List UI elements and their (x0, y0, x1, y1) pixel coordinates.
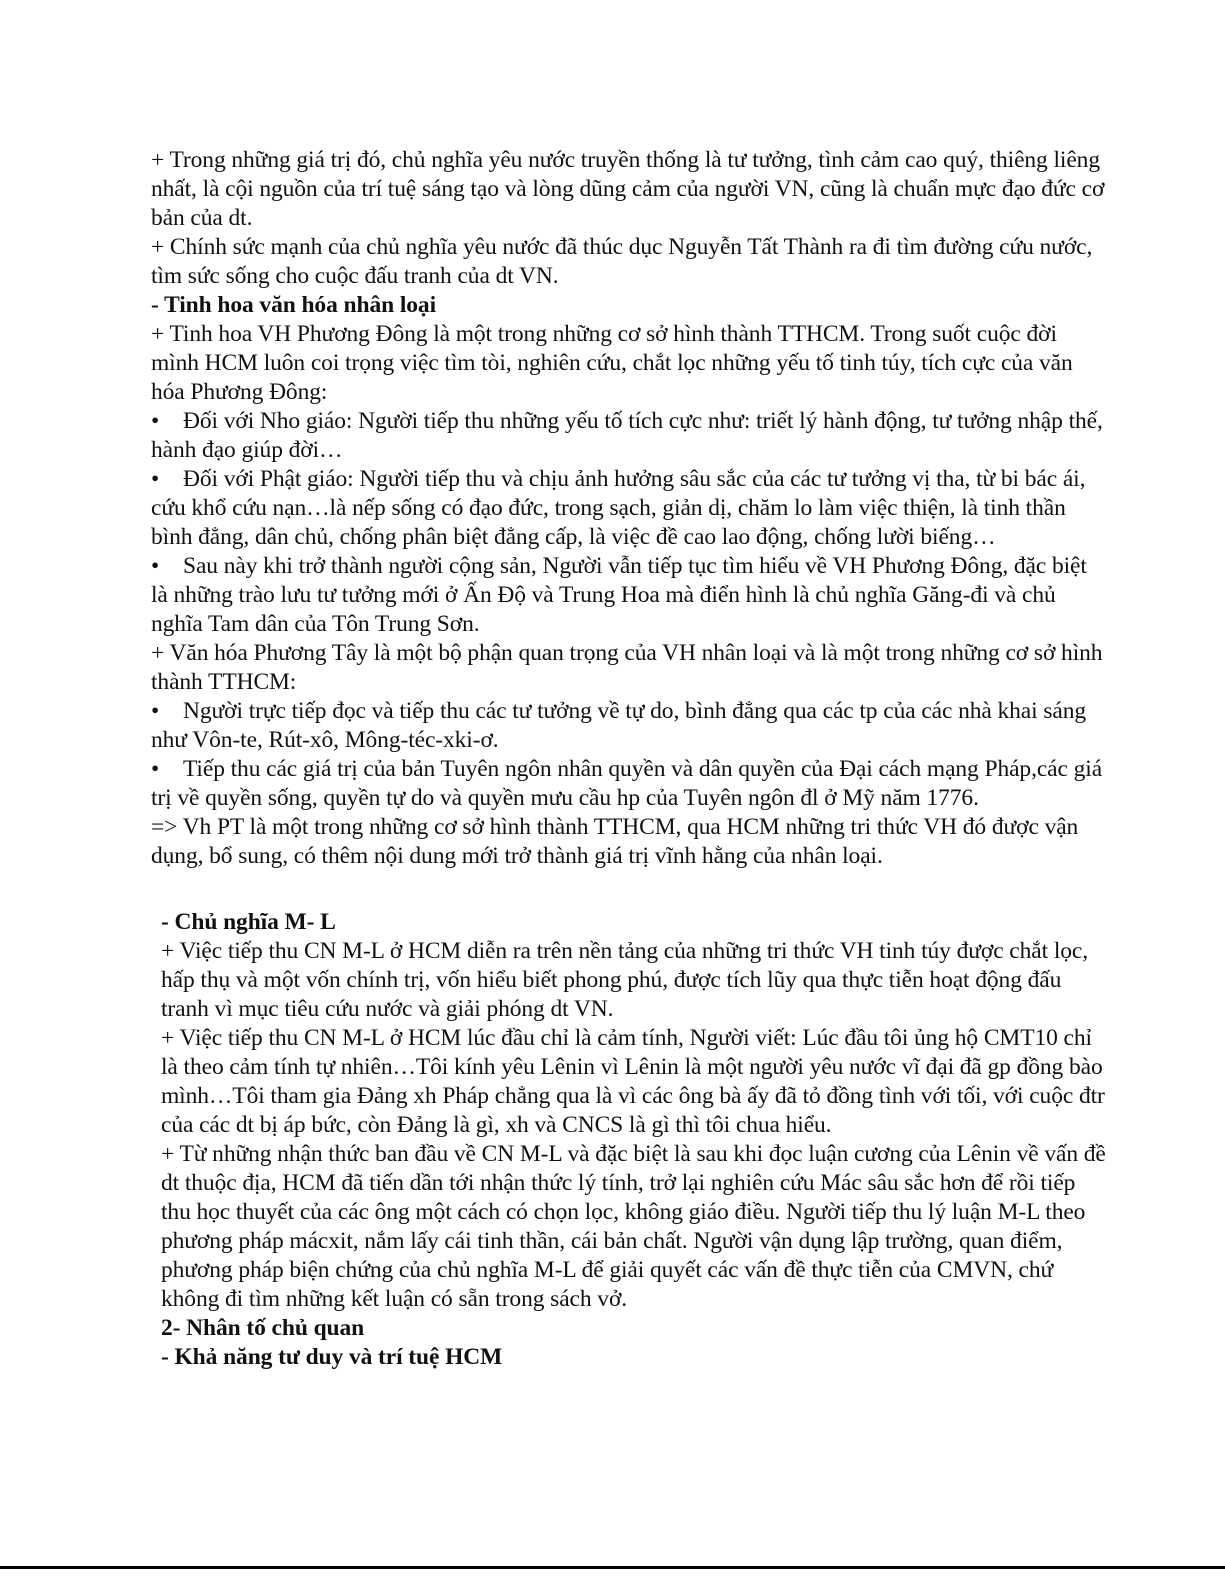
bullet-text: Người trực tiếp đọc và tiếp thu các tư tưởng về tự do, bình đẳng qua các tp của các nhà khai sáng như Vôn-te, Rút-xô, Mông-téc-xki-ơ. (151, 698, 1087, 753)
heading-human-culture: - Tinh hoa văn hóa nhân loại (151, 292, 436, 318)
bullet-enlightenment (151, 697, 1106, 755)
paragraph-patriotism: + Trong những giá trị đó, chủ nghĩa yêu nước truyền thống là tư tưởng, tình cảm cao quý, thiêng liêng nhất, là cội nguồn của trí tuệ sáng tạo và lòng dũng cảm của người VN, cũng là chuẩn mực đạo đức cơ bản của dt. (151, 147, 1105, 231)
bullet-text: Đối với Nho giáo: Người tiếp thu những yếu tố tích cực như: triết lý hành động, tư tưởng nhập thế, hành đạo giúp đời… (151, 408, 1103, 463)
paragraph-ml-initial: + Việc tiếp thu CN M-L ở HCM lúc đầu chỉ là cảm tính, Người viết: Lúc đầu tôi ủng hộ CMT10 chỉ là theo cảm tính tự nhiên…Tôi kính yêu Lênin vì Lênin là một người yêu nước vĩ đại đã gp đồng bào mình…Tôi tham gia Đảng xh Pháp chẳng qua là vì các ông bà ấy đã tỏ đồng tình với tối, với cuộc đtr của các dt bị áp bức, còn Đảng là gì, xh và CNCS là gì thì tôi chua hiểu. (161, 1025, 1105, 1138)
bullet-icon: • (151, 553, 160, 579)
paragraph-western-conclusion: => Vh PT là một trong những cơ sở hình thành TTHCM, qua HCM những tri thức VH đó được vận dụng, bổ sung, có thêm nội dung mới trở thành giá trị vĩnh hằng của nhân loại. (151, 814, 1079, 869)
text-block-upper (151, 146, 1106, 871)
bullet-declarations (151, 755, 1106, 813)
bullet-icon: • (151, 408, 160, 434)
paragraph-ml-foundation: + Việc tiếp thu CN M-L ở HCM diễn ra trên nền tảng của những tri thức VH tinh túy được chắt lọc, hấp thụ và một vốn chính trị, vốn hiểu biết phong phú, được tích lũy qua thực tiễn hoạt động đấu tranh vì mục tiêu cứu nước và giải phóng dt VN. (161, 938, 1089, 1022)
paragraph-eastern-culture: + Tinh hoa VH Phương Đông là một trong những cơ sở hình thành TTHCM. Trong suốt cuộc đời mình HCM luôn coi trọng việc tìm tòi, nghiên cứu, chắt lọc những yếu tố tinh túy, tích cực của văn hóa Phương Đông: (151, 321, 1073, 405)
bullet-text: Đối với Phật giáo: Người tiếp thu và chịu ảnh hưởng sâu sắc của các tư tưởng vị tha, từ bi bác ái, cứu khổ cứu nạn…là nếp sống có đạo đức, trong sạch, giản dị, chăm lo làm việc thiện, là tinh thần bình đẳng, dân chủ, chống phân biệt đẳng cấp, là việc đề cao lao động, chống lười biếng… (151, 466, 1086, 550)
bullet-later-studies (151, 552, 1106, 639)
bullet-buddhism (151, 465, 1106, 552)
bottom-border-line (0, 1566, 1225, 1569)
bullet-icon: • (151, 756, 160, 782)
bullet-text: Tiếp thu các giá trị của bản Tuyên ngôn nhân quyền và dân quyền của Đại cách mạng Pháp,các giá trị về quyền sống, quyền tự do và quyền mưu cầu hp của Tuyên ngôn đl ở Mỹ năm 1776. (151, 756, 1103, 811)
heading-subjective-factor: 2- Nhân tố chủ quan (161, 1315, 365, 1341)
text-block-lower (161, 908, 1106, 1372)
bullet-icon: • (151, 466, 160, 492)
paragraph-western-culture: + Văn hóa Phương Tây là một bộ phận quan trọng của VH nhân loại và là một trong những cơ sở hình thành TTHCM: (151, 640, 1103, 695)
bullet-icon: • (151, 698, 160, 724)
heading-thinking-ability: - Khả năng tư duy và trí tuệ HCM (161, 1344, 503, 1370)
paragraph-patriotism-strength: + Chính sức mạnh của chủ nghĩa yêu nước đã thúc dục Nguyễn Tất Thành ra đi tìm đường cứu nước, tìm sức sống cho cuộc đấu tranh của dt VN. (151, 234, 1093, 289)
heading-marxism-leninism: - Chủ nghĩa M- L (161, 909, 336, 935)
bullet-confucianism (151, 407, 1106, 465)
paragraph-ml-rational: + Từ những nhận thức ban đầu về CN M-L và đặc biệt là sau khi đọc luận cương của Lênin về vấn đề dt thuộc địa, HCM đã tiến dần tới nhận thức lý tính, trở lại nghiên cứu Mác sâu sắc hơn để rồi tiếp thu học thuyết của các ông một cách có chọn lọc, không giáo điều. Người tiếp thu lý luận M-L theo phương pháp mácxit, nắm lấy cái tinh thần, cái bản chất. Người vận dụng lập trường, quan điểm, phương pháp biện chứng của chủ nghĩa M-L để giải quyết các vấn đề thực tiễn của CMVN, chứ không đi tìm những kết luận có sẵn trong sách vở. (161, 1141, 1106, 1312)
bullet-text: Sau này khi trở thành người cộng sản, Người vẫn tiếp tục tìm hiểu về VH Phương Đông, đặc biệt là những trào lưu tư tưởng mới ở Ấn Độ và Trung Hoa mà điển hình là chủ nghĩa Găng-đi và chủ nghĩa Tam dân của Tôn Trung Sơn. (151, 553, 1087, 637)
